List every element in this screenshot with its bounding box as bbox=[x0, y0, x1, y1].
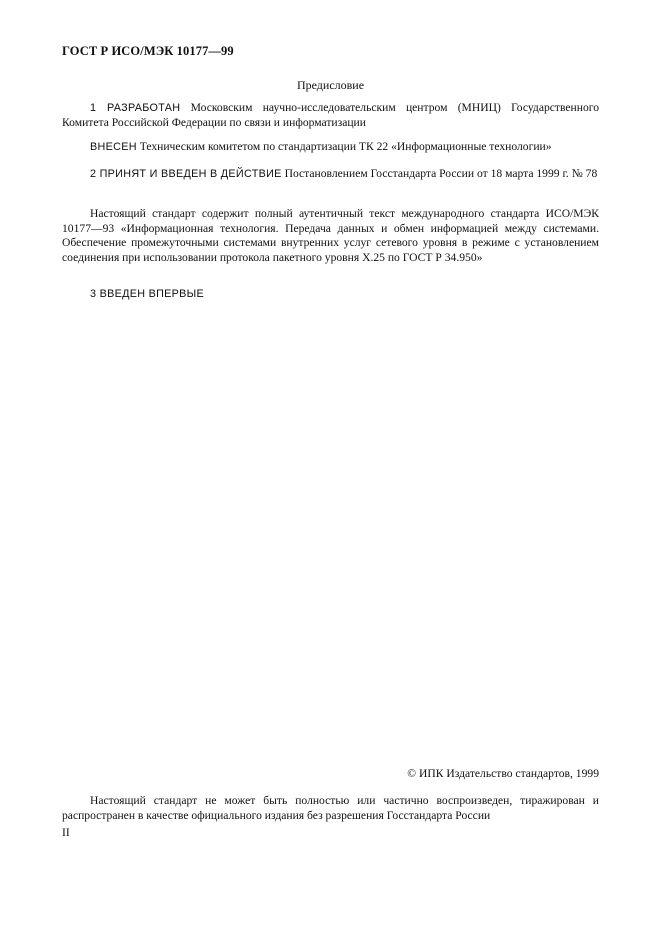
paragraph-first-introduced bbox=[62, 287, 599, 302]
page-number: II bbox=[62, 826, 70, 839]
paragraph-standard-content: Настоящий стандарт содержит полный аутентичный текст международного стандарта ИСО/МЭК 10177—93 «Информационная технология. Передача данных и обмен информацией между системами. Обеспечение промежуточными системами внутренних услуг сетевого уровня в режиме с установлением соединения при использовании протокола пакетного уровня Х.25 по ГОСТ Р 34.950» bbox=[62, 207, 599, 264]
preface-title: Предисловие bbox=[296, 78, 365, 92]
paragraph-text: Техническим комитетом по стандартизации ТК 22 «Информационные технологии» bbox=[136, 140, 552, 153]
paragraph-text: Московским научно-исследовательским центром (МНИЦ) Государственного Комитета Российской Федерации по связи и информатизации bbox=[62, 101, 600, 129]
reproduction-notice: Настоящий стандарт не может быть полностью или частично воспроизведен, тиражирован и распространен в качестве официального издания без разрешения Госстандарта России bbox=[62, 794, 599, 822]
paragraph-lead: 2 ПРИНЯТ И ВВЕДЕН В ДЕЙСТВИЕ bbox=[90, 168, 282, 180]
copyright-line: © ИПК Издательство стандартов, 1999 bbox=[407, 767, 599, 780]
paragraph-lead: 3 ВВЕДЕН ВПЕРВЫЕ bbox=[90, 288, 205, 300]
paragraph-developed-by bbox=[62, 101, 599, 130]
paragraph-lead: 1 РАЗРАБОТАН bbox=[90, 102, 181, 114]
paragraph-lead: ВНЕСЕН bbox=[90, 141, 137, 153]
paragraph-adopted bbox=[62, 167, 599, 182]
document-header: ГОСТ Р ИСО/МЭК 10177—99 bbox=[62, 44, 234, 58]
paragraph-introduced-by bbox=[62, 140, 599, 155]
paragraph-text: Постановлением Госстандарта России от 18 марта 1999 г. № 78 bbox=[281, 167, 598, 180]
